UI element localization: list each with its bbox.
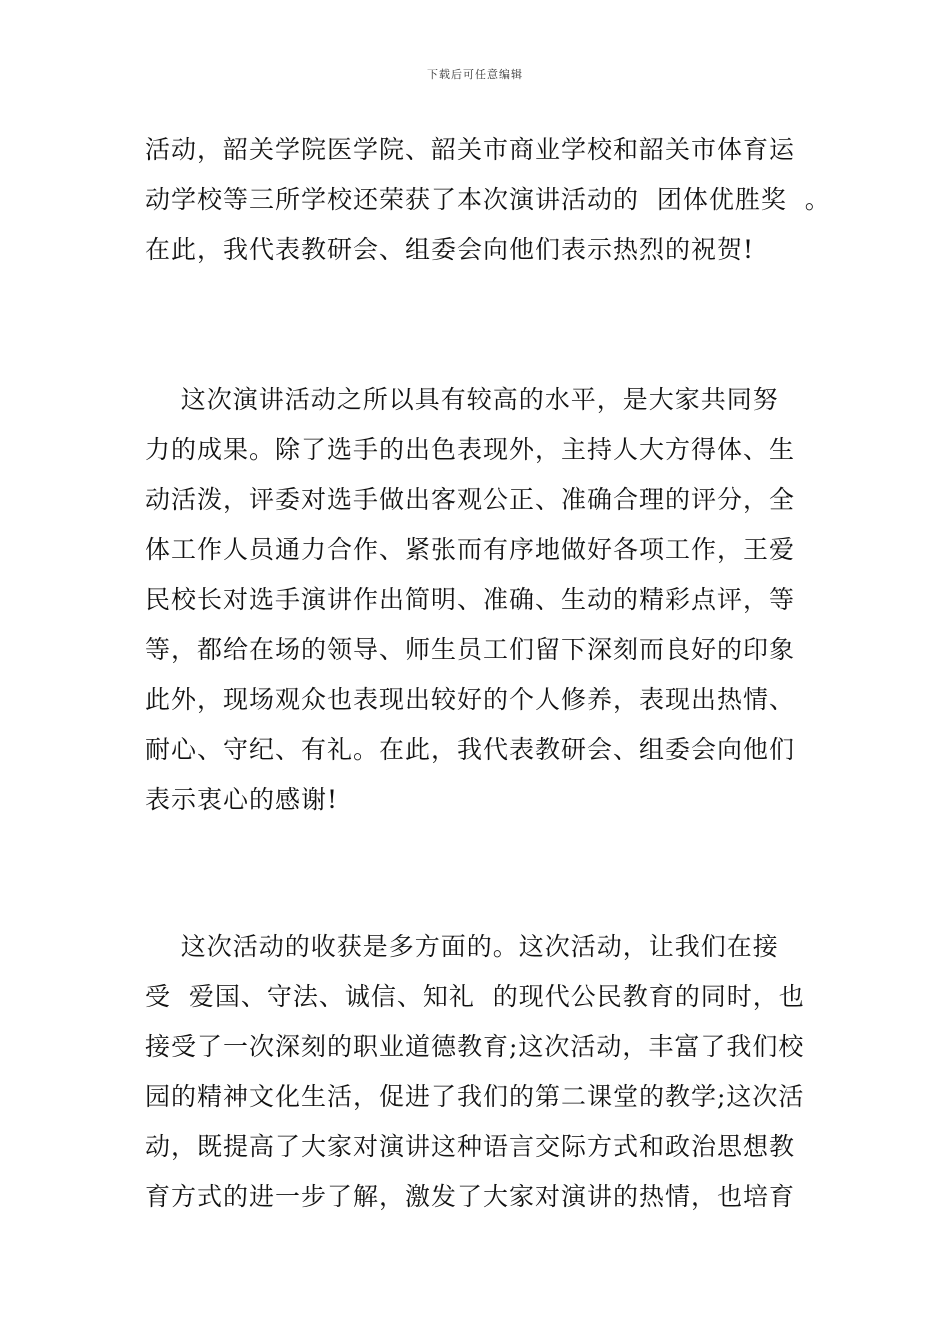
paragraph-line: 受 爱国、守法、诚信、知礼 的现代公民教育的同时，也 [145,982,805,1011]
page-header: 下载后可任意编辑 [427,68,523,81]
paragraph-line: 民校长对选手演讲作出简明、准确、生动的精彩点评，等 [145,585,796,614]
paragraph-line: 此外，现场观众也表现出较好的个人修养，表现出热情、 [145,685,796,714]
paragraph-line: 在此，我代表教研会、组委会向他们表示热烈的祝贺! [145,235,755,264]
paragraph-line: 园的精神文化生活，促进了我们的第二课堂的教学;这次活 [145,1082,805,1111]
paragraph-line: 体工作人员通力合作、紧张而有序地做好各项工作，王爱 [145,535,796,564]
paragraph-line: 这次演讲活动之所以具有较高的水平，是大家共同努 [145,385,779,414]
paragraph-line: 育方式的进一步了解，激发了大家对演讲的热情，也培育 [145,1182,796,1211]
paragraph-line: 表示衷心的感谢! [145,785,339,814]
paragraph-line: 动活泼，评委对选手做出客观公正、准确合理的评分，全 [145,485,796,514]
paragraph-line: 这次活动的收获是多方面的。这次活动，让我们在接 [145,932,779,961]
paragraph-line: 动学校等三所学校还荣获了本次演讲活动的 团体优胜奖 。 [145,185,831,214]
paragraph-line: 耐心、守纪、有礼。在此，我代表教研会、组委会向他们 [145,735,796,764]
paragraph-line: 等，都给在场的领导、师生员工们留下深刻而良好的印象 [145,635,796,664]
paragraph-line: 接受了一次深刻的职业道德教育;这次活动，丰富了我们校 [145,1032,805,1061]
paragraph-line: 活动，韶关学院医学院、韶关市商业学校和韶关市体育运 [145,135,796,164]
paragraph-line: 力的成果。除了选手的出色表现外，主持人大方得体、生 [145,435,796,464]
paragraph-line: 动，既提高了大家对演讲这种语言交际方式和政治思想教 [145,1132,796,1161]
